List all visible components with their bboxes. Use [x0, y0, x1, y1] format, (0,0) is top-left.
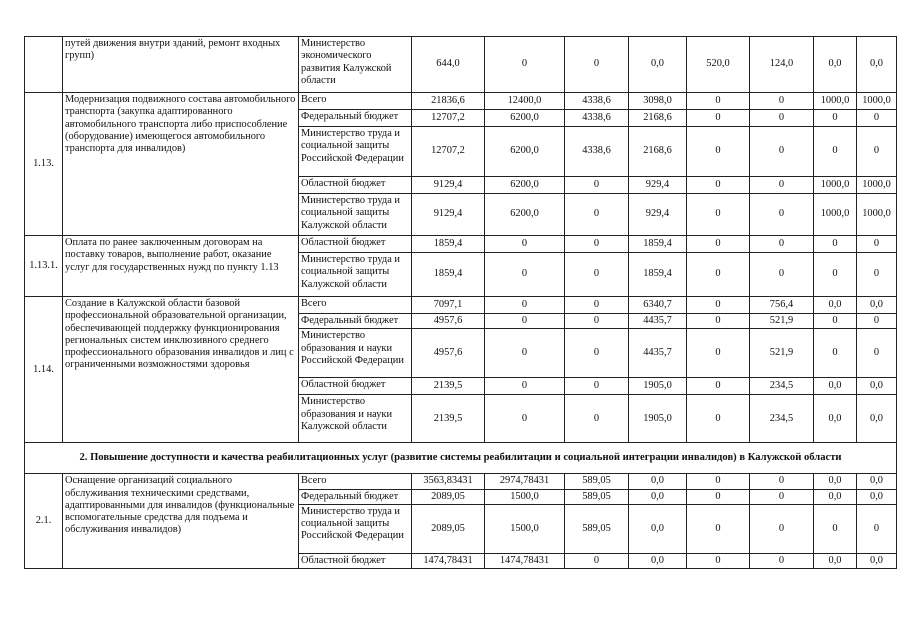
amount-cell: 0 — [485, 395, 565, 443]
amount-cell: 21836,6 — [412, 93, 485, 110]
amount-cell: 0 — [750, 110, 814, 127]
amount-cell: 0 — [687, 314, 750, 329]
amount-cell: 2089,05 — [412, 489, 485, 504]
amount-cell: 0,0 — [814, 297, 857, 314]
amount-cell: 0,0 — [629, 474, 687, 489]
amount-cell: 0 — [687, 504, 750, 553]
amount-cell: 3098,0 — [629, 93, 687, 110]
amount-cell: 9129,4 — [412, 177, 485, 194]
amount-cell: 0 — [687, 93, 750, 110]
amount-cell: 0,0 — [857, 489, 897, 504]
item-code: 1.13.1. — [25, 236, 63, 297]
amount-cell: 0 — [485, 297, 565, 314]
amount-cell: 1000,0 — [814, 177, 857, 194]
funding-source: Министерство труда и социальной защиты Российской Федерации — [299, 504, 412, 553]
amount-cell: 12400,0 — [485, 93, 565, 110]
amount-cell: 0,0 — [629, 553, 687, 568]
amount-cell: 0 — [857, 329, 897, 378]
amount-cell: 2139,5 — [412, 395, 485, 443]
amount-cell: 2089,05 — [412, 504, 485, 553]
amount-cell: 6200,0 — [485, 177, 565, 194]
amount-cell: 0 — [814, 236, 857, 253]
amount-cell: 4435,7 — [629, 314, 687, 329]
amount-cell: 0 — [565, 236, 629, 253]
amount-cell: 0,0 — [629, 504, 687, 553]
amount-cell: 1500,0 — [485, 489, 565, 504]
amount-cell: 644,0 — [412, 37, 485, 93]
amount-cell: 0 — [750, 253, 814, 297]
amount-cell: 0,0 — [629, 489, 687, 504]
amount-cell: 0 — [687, 378, 750, 395]
amount-cell: 0 — [814, 253, 857, 297]
amount-cell: 589,05 — [565, 474, 629, 489]
amount-cell: 1000,0 — [857, 177, 897, 194]
funding-source: Всего — [299, 93, 412, 110]
amount-cell: 12707,2 — [412, 127, 485, 177]
amount-cell: 1000,0 — [857, 194, 897, 236]
amount-cell: 929,4 — [629, 177, 687, 194]
amount-cell: 0 — [687, 253, 750, 297]
amount-cell: 0 — [565, 37, 629, 93]
amount-cell: 1000,0 — [814, 93, 857, 110]
amount-cell: 4338,6 — [565, 110, 629, 127]
amount-cell: 0 — [485, 236, 565, 253]
amount-cell: 0 — [814, 329, 857, 378]
amount-cell: 0 — [814, 504, 857, 553]
amount-cell: 234,5 — [750, 395, 814, 443]
funding-source: Министерство труда и социальной защиты Калужской области — [299, 194, 412, 236]
amount-cell: 0,0 — [814, 553, 857, 568]
amount-cell: 1000,0 — [814, 194, 857, 236]
amount-cell: 4957,6 — [412, 329, 485, 378]
amount-cell: 0 — [857, 504, 897, 553]
amount-cell: 9129,4 — [412, 194, 485, 236]
amount-cell: 1905,0 — [629, 378, 687, 395]
amount-cell: 0 — [687, 395, 750, 443]
amount-cell: 0 — [565, 395, 629, 443]
amount-cell: 0,0 — [629, 37, 687, 93]
item-description: Модернизация подвижного состава автомобильного транспорта (закупка адаптированного автомобильного транспорта либо приспособление (оборудование) имеющегося автомобильного транспорта для инвалидов) — [63, 93, 299, 236]
amount-cell: 2974,78431 — [485, 474, 565, 489]
amount-cell: 0,0 — [857, 553, 897, 568]
amount-cell: 0 — [565, 329, 629, 378]
amount-cell: 1859,4 — [412, 236, 485, 253]
amount-cell: 3563,83431 — [412, 474, 485, 489]
amount-cell: 2139,5 — [412, 378, 485, 395]
amount-cell: 0 — [565, 194, 629, 236]
amount-cell: 6200,0 — [485, 127, 565, 177]
item-description: путей движения внутри зданий, ремонт входных групп) — [63, 37, 299, 93]
amount-cell: 0,0 — [857, 378, 897, 395]
amount-cell: 589,05 — [565, 504, 629, 553]
funding-source: Всего — [299, 297, 412, 314]
amount-cell: 0,0 — [857, 395, 897, 443]
amount-cell: 929,4 — [629, 194, 687, 236]
amount-cell: 0 — [750, 474, 814, 489]
amount-cell: 0 — [857, 253, 897, 297]
amount-cell: 0,0 — [814, 489, 857, 504]
amount-cell: 0 — [687, 110, 750, 127]
amount-cell: 0 — [750, 177, 814, 194]
funding-source: Федеральный бюджет — [299, 489, 412, 504]
amount-cell: 0 — [565, 378, 629, 395]
amount-cell: 0 — [857, 314, 897, 329]
funding-source: Всего — [299, 474, 412, 489]
amount-cell: 0 — [857, 236, 897, 253]
funding-source: Областной бюджет — [299, 553, 412, 568]
amount-cell: 0 — [565, 177, 629, 194]
amount-cell: 0 — [814, 110, 857, 127]
amount-cell: 0 — [687, 194, 750, 236]
amount-cell: 1000,0 — [857, 93, 897, 110]
amount-cell: 1500,0 — [485, 504, 565, 553]
amount-cell: 0 — [687, 236, 750, 253]
amount-cell: 0 — [485, 314, 565, 329]
amount-cell: 0,0 — [814, 37, 857, 93]
table-row — [25, 93, 897, 110]
amount-cell: 521,9 — [750, 329, 814, 378]
item-description: Создание в Калужской области базовой профессиональной образовательной организации, обеспечивающей поддержку функционирования региональных систем инклюзивного среднего профессионального образования инвалидов и лиц с ограниченными возможностями здоровья — [63, 297, 299, 443]
amount-cell: 4338,6 — [565, 127, 629, 177]
amount-cell: 0 — [687, 329, 750, 378]
section-row — [25, 443, 897, 474]
amount-cell: 4435,7 — [629, 329, 687, 378]
amount-cell: 0 — [485, 378, 565, 395]
amount-cell: 0 — [750, 553, 814, 568]
funding-source: Министерство труда и социальной защиты Калужской области — [299, 253, 412, 297]
amount-cell: 6200,0 — [485, 194, 565, 236]
funding-source: Министерство образования и науки Российской Федерации — [299, 329, 412, 378]
amount-cell: 1474,78431 — [412, 553, 485, 568]
funding-source: Областной бюджет — [299, 177, 412, 194]
amount-cell: 0 — [750, 127, 814, 177]
amount-cell: 0,0 — [814, 474, 857, 489]
amount-cell: 521,9 — [750, 314, 814, 329]
amount-cell: 1859,4 — [412, 253, 485, 297]
item-code: 2.1. — [25, 474, 63, 569]
amount-cell: 0 — [687, 489, 750, 504]
amount-cell: 1905,0 — [629, 395, 687, 443]
amount-cell: 0 — [565, 553, 629, 568]
funding-source: Министерство труда и социальной защиты Российской Федерации — [299, 127, 412, 177]
amount-cell: 0 — [857, 110, 897, 127]
amount-cell: 4338,6 — [565, 93, 629, 110]
amount-cell: 0 — [687, 474, 750, 489]
amount-cell: 0 — [750, 504, 814, 553]
amount-cell: 1859,4 — [629, 253, 687, 297]
amount-cell: 0 — [485, 329, 565, 378]
amount-cell: 4957,6 — [412, 314, 485, 329]
section-title: 2. Повышение доступности и качества реабилитационных услуг (развитие системы реабилитации и социальной интеграции инвалидов) в Калужской области — [25, 443, 897, 474]
amount-cell: 0 — [687, 127, 750, 177]
amount-cell: 0 — [485, 253, 565, 297]
amount-cell: 12707,2 — [412, 110, 485, 127]
amount-cell: 6340,7 — [629, 297, 687, 314]
amount-cell: 0 — [565, 314, 629, 329]
amount-cell: 0 — [750, 194, 814, 236]
amount-cell: 0 — [814, 314, 857, 329]
amount-cell: 2168,6 — [629, 127, 687, 177]
amount-cell: 1474,78431 — [485, 553, 565, 568]
funding-source: Министерство экономического развития Калужской области — [299, 37, 412, 93]
amount-cell: 6200,0 — [485, 110, 565, 127]
amount-cell: 756,4 — [750, 297, 814, 314]
item-code: 1.14. — [25, 297, 63, 443]
item-code — [25, 37, 63, 93]
amount-cell: 589,05 — [565, 489, 629, 504]
item-description: Оплата по ранее заключенным договорам на поставку товаров, выполнение работ, оказание услуг для государственных нужд по пункту 1.13 — [63, 236, 299, 297]
funding-source: Областной бюджет — [299, 236, 412, 253]
amount-cell: 0 — [750, 489, 814, 504]
amount-cell: 0 — [565, 297, 629, 314]
funding-source: Федеральный бюджет — [299, 110, 412, 127]
amount-cell: 7097,1 — [412, 297, 485, 314]
funding-source: Министерство образования и науки Калужской области — [299, 395, 412, 443]
table-row — [25, 236, 897, 253]
table-row — [25, 297, 897, 314]
amount-cell: 234,5 — [750, 378, 814, 395]
amount-cell: 0 — [814, 127, 857, 177]
table-row — [25, 37, 897, 93]
amount-cell: 0 — [687, 553, 750, 568]
amount-cell: 0 — [485, 37, 565, 93]
budget-table — [24, 36, 897, 569]
amount-cell: 0 — [750, 93, 814, 110]
amount-cell: 0 — [687, 297, 750, 314]
amount-cell: 0 — [857, 127, 897, 177]
item-code: 1.13. — [25, 93, 63, 236]
amount-cell: 124,0 — [750, 37, 814, 93]
amount-cell: 0 — [687, 177, 750, 194]
amount-cell: 0,0 — [857, 474, 897, 489]
amount-cell: 0 — [565, 253, 629, 297]
amount-cell: 520,0 — [687, 37, 750, 93]
amount-cell: 1859,4 — [629, 236, 687, 253]
amount-cell: 0,0 — [814, 378, 857, 395]
amount-cell: 0,0 — [857, 37, 897, 93]
amount-cell: 0,0 — [814, 395, 857, 443]
funding-source: Федеральный бюджет — [299, 314, 412, 329]
amount-cell: 0 — [750, 236, 814, 253]
funding-source: Областной бюджет — [299, 378, 412, 395]
amount-cell: 0,0 — [857, 297, 897, 314]
amount-cell: 2168,6 — [629, 110, 687, 127]
item-description: Оснащение организаций социального обслуживания техническими средствами, адаптированными для инвалидов (функциональные вспомогательные средства для подъема и обслуживания инвалидов) — [63, 474, 299, 569]
table-row — [25, 474, 897, 489]
